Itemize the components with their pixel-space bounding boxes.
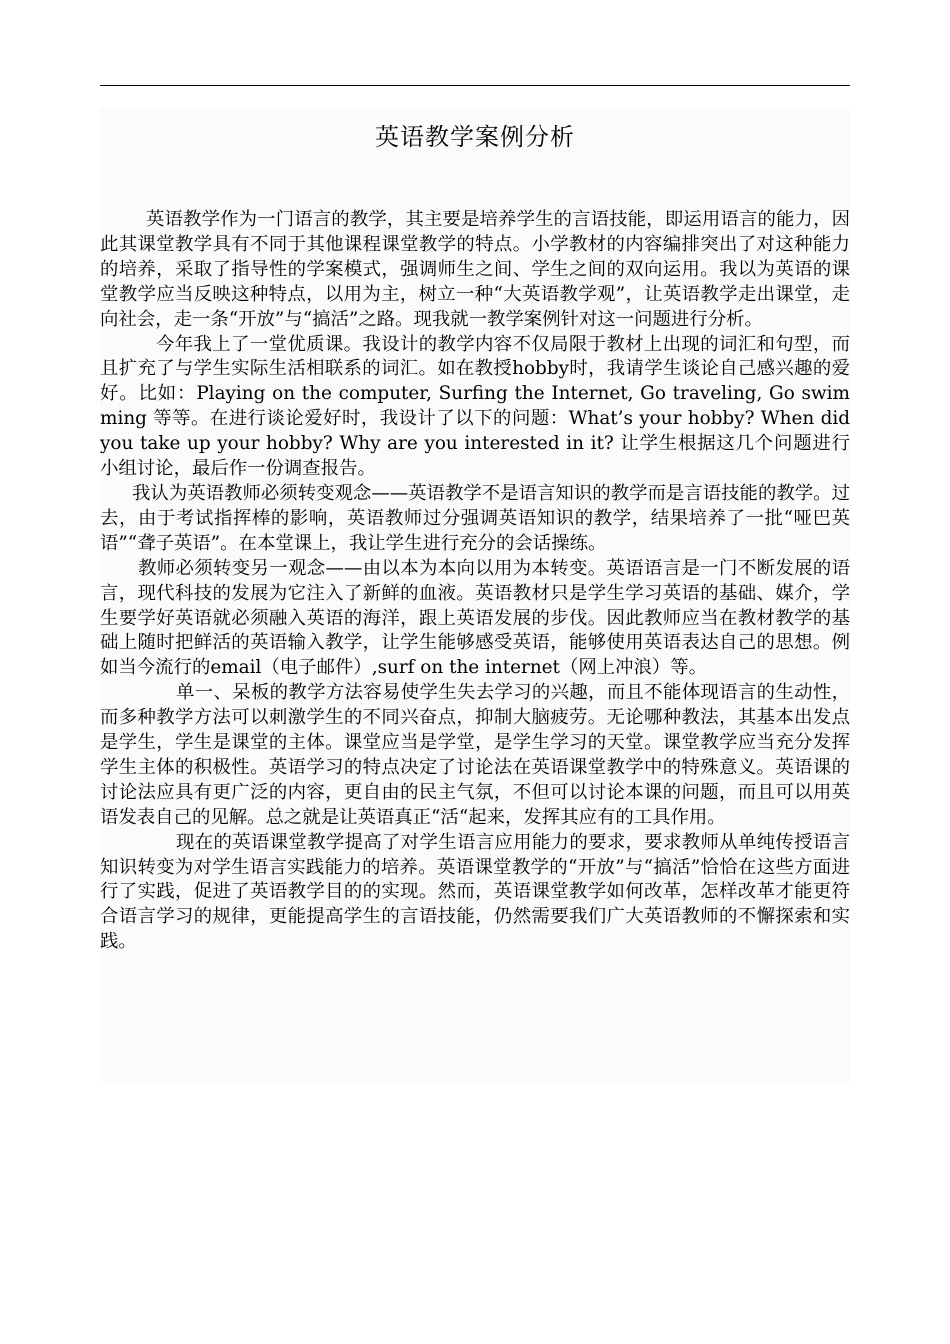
header-rule xyxy=(100,85,850,86)
paragraph: 今年我上了一堂优质课。我设计的教学内容不仅局限于教材上出现的词汇和句型，而且扩充了与学生实际生活相联系的词汇。如在教授hobby时，我请学生谈论自己感兴趣的爱好。比如：Playing on the computer, Surfing the Internet, Go traveling, Go swimming 等等。在进行谈论爱好时，我设计了以下的问题：What’s your hobby? When did you take up your hobby? Why are you interested in it? 让学生根据这几个问题进行小组讨论，最后作一份调查报告。 xyxy=(100,333,850,480)
paragraph: 教师必须转变另一观念——由以本为本向以用为本转变。英语语言是一门不断发展的语言，现代科技的发展为它注入了新鲜的血液。英语教材只是学生学习英语的基础、媒介，学生要学好英语就必须融入英语的海洋，跟上英语发展的步伐。因此教师应当在教材教学的基础上随时把鲜活的英语输入教学，让学生能够感受英语，能够使用英语表达自己的思想。例如当今流行的email（电子邮件）,surf on the internet（网上冲浪）等。 xyxy=(100,557,850,679)
document-body xyxy=(100,108,850,1082)
paragraph: 我认为英语教师必须转变观念——英语教学不是语言知识的教学而是言语技能的教学。过去，由于考试指挥棒的影响，英语教师过分强调英语知识的教学，结果培养了一批“哑巴英语”“聋子英语”。在本堂课上，我让学生进行充分的会话操练。 xyxy=(100,482,850,554)
document-text xyxy=(100,208,850,955)
paragraph: 现在的英语课堂教学提高了对学生语言应用能力的要求，要求教师从单纯传授语言知识转变为对学生语言实践能力的培养。英语课堂教学的“开放”与“搞活”恰恰在这些方面进行了实践，促进了英语教学目的的实现。然而，英语课堂教学如何改革，怎样改革才能更符合语言学习的规律，更能提高学生的言语技能，仍然需要我们广大英语教师的不懈探索和实践。 xyxy=(100,831,850,953)
document-title: 英语教学案例分析 xyxy=(375,123,575,151)
paragraph: 单一、呆板的教学方法容易使学生失去学习的兴趣，而且不能体现语言的生动性，而多种教学方法可以刺激学生的不同兴奋点，抑制大脑疲劳。无论哪种教法，其基本出发点是学生，学生是课堂的主体。课堂应当是学堂，是学生学习的天堂。课堂教学应当充分发挥学生主体的积极性。英语学习的特点决定了讨论法在英语课堂教学中的特殊意义。英语课的讨论法应具有更广泛的内容，更自由的民主气氛，不但可以讨论本课的问题，而且可以用英语发表自己的见解。总之就是让英语真正“活“起来，发挥其应有的工具作用。 xyxy=(100,682,850,828)
paragraph: 英语教学作为一门语言的教学，其主要是培养学生的言语技能，即运用语言的能力，因此其课堂教学具有不同于其他课程课堂教学的特点。小学教材的内容编排突出了对这种能力的培养，采取了指导性的学案模式，强调师生之间、学生之间的双向运用。我以为英语的课堂教学应当反映这种特点，以用为主，树立一种“大英语教学观”，让英语教学走出课堂，走向社会，走一条“开放”与“搞活”之路。现我就一教学案例针对这一问题进行分析。 xyxy=(100,209,850,330)
